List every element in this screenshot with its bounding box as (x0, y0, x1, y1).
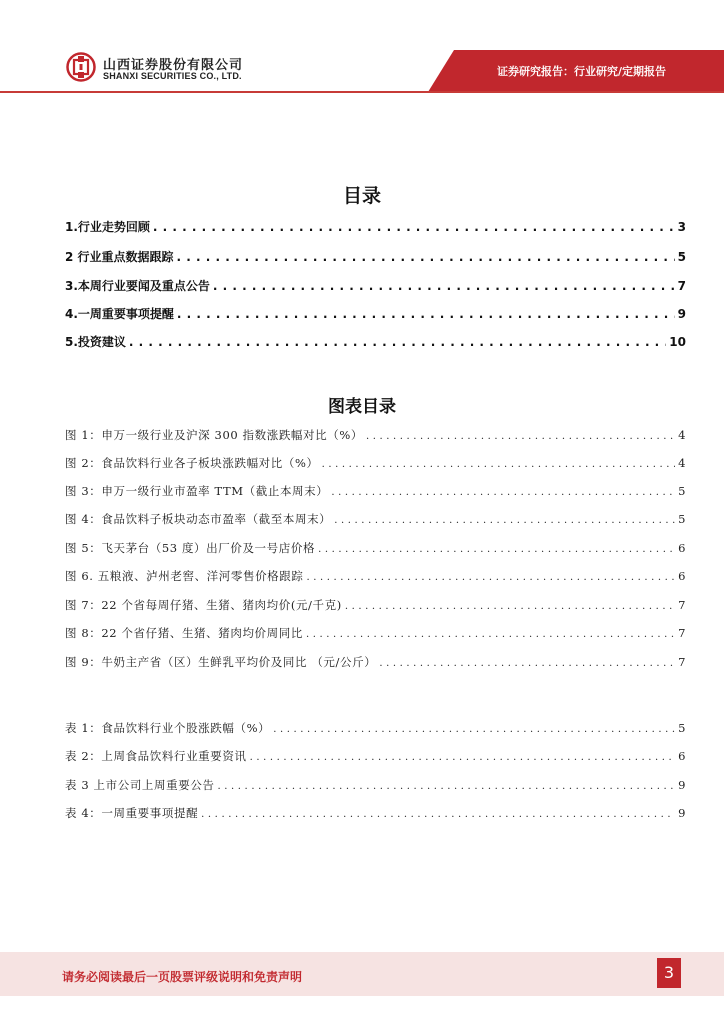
figure-entry-page: 7 (678, 626, 686, 640)
toc-entry-label: 1.行业走势回顾 (65, 220, 150, 234)
figure-entry-page: 5 (678, 484, 686, 498)
leader-dots (218, 781, 676, 792)
toc-entry[interactable] (65, 248, 686, 265)
figure-entry[interactable] (65, 511, 686, 527)
toc-entry-page: 5 (677, 250, 686, 264)
figure-entry[interactable] (65, 455, 686, 471)
figure-entry-page: 4 (678, 428, 686, 442)
page-header (0, 0, 724, 96)
leader-dots (379, 658, 675, 669)
leader-dots (345, 601, 675, 612)
table-entry-page: 6 (678, 749, 686, 763)
table-entry[interactable] (65, 777, 686, 793)
toc-entry[interactable] (65, 305, 686, 322)
leader-dots (177, 307, 675, 321)
leader-dots (322, 459, 675, 470)
leader-dots (366, 431, 675, 442)
toc-entry-page: 10 (669, 335, 686, 349)
leader-dots (153, 220, 675, 234)
toc-entry[interactable] (65, 333, 686, 350)
figure-entry-label: 图 9：牛奶主产省（区）生鲜乳平均价及同比 （元/公斤） (65, 655, 377, 669)
table-entry[interactable] (65, 748, 686, 764)
report-type-label: 证券研究报告：行业研究/定期报告 (496, 65, 666, 78)
figure-entry-label: 图 8：22 个省仔猪、生猪、猪肉均价周同比 (65, 626, 303, 640)
table-entry-label: 表 4：一周重要事项提醒 (65, 806, 199, 820)
table-entry-label: 表 2：上周食品饮料行业重要资讯 (65, 749, 247, 763)
table-entry-label: 表 3 上市公司上周重要公告 (65, 778, 215, 792)
table-entry-page: 5 (678, 721, 686, 735)
figure-entry[interactable] (65, 597, 686, 613)
toc-title: 目录 (342, 185, 381, 207)
figure-entry-label: 图 2：食品饮料行业各子板块涨跌幅对比（%） (65, 456, 319, 470)
toc-entry-label: 4.一周重要事项提醒 (65, 307, 174, 321)
figure-entry[interactable] (65, 625, 686, 641)
leader-dots (201, 809, 675, 820)
table-entry[interactable] (65, 720, 686, 736)
toc-entry-page: 3 (677, 220, 686, 234)
figure-entry[interactable] (65, 540, 686, 556)
figure-entry-page: 6 (678, 541, 686, 555)
figure-entry-label: 图 7：22 个省每周仔猪、生猪、猪肉均价(元/千克) (65, 598, 342, 612)
toc-entry-page: 9 (677, 307, 686, 321)
toc-entry[interactable] (65, 218, 686, 235)
figure-entry-label: 图 6. 五粮液、泸州老窖、洋河零售价格跟踪 (65, 569, 304, 583)
toc-entry[interactable] (65, 277, 686, 294)
toc-entry-page: 7 (677, 279, 686, 293)
leader-dots (331, 487, 675, 498)
figure-entry-page: 5 (678, 512, 686, 526)
figure-entry-page: 7 (678, 655, 686, 669)
table-entry-label: 表 1：食品饮料行业个股涨跌幅（%） (65, 721, 271, 735)
leader-dots (273, 724, 675, 735)
table-entry-page: 9 (678, 778, 686, 792)
leader-dots (318, 544, 675, 555)
figure-entry-label: 图 4：食品饮料子板块动态市盈率（截至本周末） (65, 512, 332, 526)
figure-entry[interactable] (65, 654, 686, 670)
figure-entry-page: 7 (678, 598, 686, 612)
disclaimer-notice: 请务必阅读最后一页股票评级说明和免责声明 (62, 970, 303, 984)
figure-entry-label: 图 3：申万一级行业市盈率 TTM（截止本周末） (65, 484, 329, 498)
figure-entry-label: 图 5：飞天茅台（53 度）出厂价及一号店价格 (65, 541, 316, 555)
figure-entry-label: 图 1：申万一级行业及沪深 300 指数涨跌幅对比（%） (65, 428, 363, 442)
page-number: 3 (657, 958, 681, 988)
figure-entry[interactable] (65, 427, 686, 443)
figure-list-title: 图表目录 (328, 397, 396, 417)
leader-dots (306, 629, 675, 640)
leader-dots (177, 250, 675, 264)
figure-entry[interactable] (65, 483, 686, 499)
table-entry[interactable] (65, 805, 686, 821)
figure-entry[interactable] (65, 568, 686, 584)
figure-entry-page: 4 (678, 456, 686, 470)
leader-dots (250, 752, 676, 763)
toc-entry-label: 5.投资建议 (65, 335, 126, 349)
table-entry-page: 9 (678, 806, 686, 820)
leader-dots (213, 279, 675, 293)
company-name-en: SHANXI SECURITIES CO., LTD. (103, 71, 242, 81)
toc-entry-label: 3.本周行业要闻及重点公告 (65, 279, 210, 293)
leader-dots (129, 335, 666, 349)
shanxi-securities-logo-icon (66, 52, 96, 82)
header-divider (0, 91, 724, 93)
toc-entry-label: 2 行业重点数据跟踪 (65, 250, 174, 264)
leader-dots (334, 515, 675, 526)
company-name-cn: 山西证券股份有限公司 (103, 58, 244, 73)
figure-entry-page: 6 (678, 569, 686, 583)
leader-dots (306, 572, 675, 583)
